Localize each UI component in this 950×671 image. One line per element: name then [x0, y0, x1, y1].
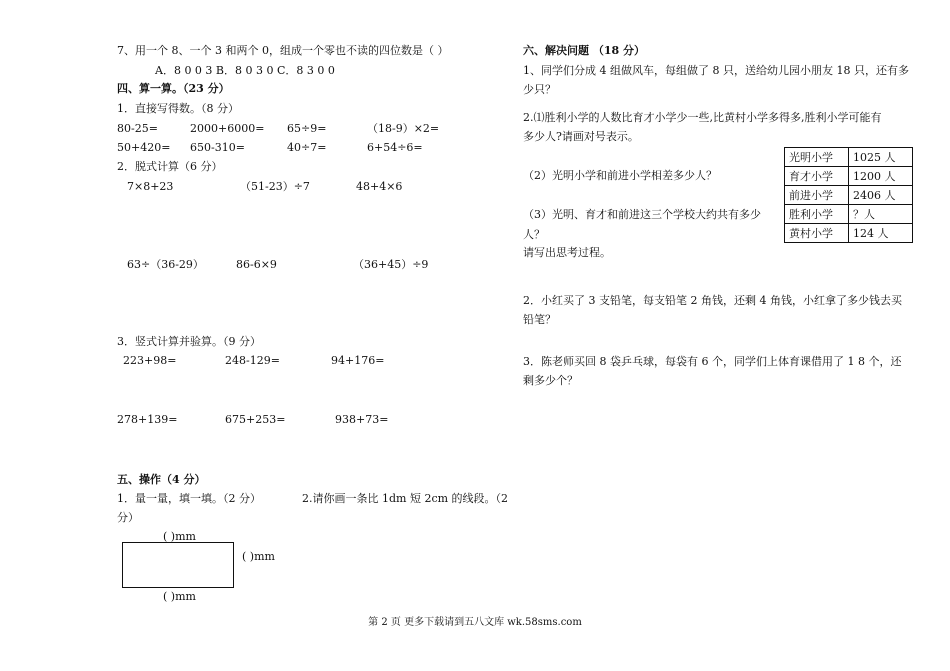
measure-rectangle: [122, 542, 234, 588]
vertical-calc: 278+139=: [117, 413, 178, 426]
measure-bottom-blank: ( )mm: [163, 590, 196, 603]
operation-2-line1: 2.请你画一条比 1dm 短 2cm 的线段。（2: [302, 492, 509, 505]
step-calc: 86-6×9: [236, 258, 277, 271]
direct-calc: 50+420=: [117, 141, 171, 154]
problem-2-q2: （2）光明小学和前进小学相差多少人？: [523, 169, 717, 182]
direct-calc: （18-9）×2=: [367, 122, 440, 135]
school-name: 黄村小学: [785, 224, 849, 243]
section-6-title: 六、解决问题 （18 分）: [523, 44, 645, 57]
problem-4-line2: 剩多少个？: [523, 374, 578, 387]
table-row: [785, 186, 913, 205]
section-4-title: 四、算一算。（23 分）: [117, 82, 230, 95]
q7-options: A．8 0 0 3 B．8 0 3 0 C．8 3 0 0: [155, 64, 335, 77]
school-count: 2406 人: [849, 186, 913, 205]
school-count: 1200 人: [849, 167, 913, 186]
school-name: 育才小学: [785, 167, 849, 186]
step-calc: 63÷（36-29）: [127, 258, 204, 271]
page-footer: 第 2 页 更多下载请到五八文库 wk.58sms.com: [368, 617, 582, 628]
problem-1-line2: 少只？: [523, 83, 556, 96]
direct-calc: 65÷9=: [287, 122, 327, 135]
direct-calc: 2000+6000=: [190, 122, 265, 135]
sub2-title: 2．脱式计算（6 分）: [117, 160, 223, 173]
step-calc: （36+45）÷9: [353, 258, 429, 271]
table-row: [785, 167, 913, 186]
school-count: 1025 人: [849, 148, 913, 167]
school-name: 胜利小学: [785, 205, 849, 224]
sub1-title: 1．直接写得数。（8 分）: [117, 102, 239, 115]
direct-calc: 80-25=: [117, 122, 158, 135]
problem-3-line2: 铅笔？: [523, 313, 556, 326]
measure-right-blank: ( )mm: [242, 550, 275, 563]
problem-2-q3-line3: 请写出思考过程。: [523, 246, 611, 259]
vertical-calc: 94+176=: [331, 354, 385, 367]
direct-calc: 40÷7=: [287, 141, 327, 154]
operation-1: 1．量一量，填一填。（2 分）: [117, 492, 261, 505]
problem-2-q3-line2: 人？: [523, 228, 545, 241]
problem-2-q3-line1: （3）光明、育才和前进这三个学校大约共有多少: [523, 208, 761, 221]
problem-4-line1: 3．陈老师买回 8 袋乒乓球，每袋有 6 个，同学们上体育课借用了 1 8 个，还: [523, 355, 902, 368]
measure-top-blank: ( )mm: [163, 530, 196, 543]
school-population-table: [784, 147, 913, 243]
school-count: ？人: [849, 205, 913, 224]
vertical-calc: 223+98=: [123, 354, 177, 367]
table-row: [785, 205, 913, 224]
operation-2-line2: 分）: [117, 511, 139, 524]
step-calc: 7×8+23: [127, 180, 174, 193]
vertical-calc: 248-129=: [225, 354, 280, 367]
vertical-calc: 675+253=: [225, 413, 286, 426]
vertical-calc: 938+73=: [335, 413, 389, 426]
school-name: 前进小学: [785, 186, 849, 205]
problem-2-line2: 多少人?请画对号表示。: [523, 130, 639, 143]
direct-calc: 650-310=: [190, 141, 245, 154]
problem-3-line1: 2．小红买了 3 支铅笔，每支铅笔 2 角钱，还剩 4 角钱，小红拿了多少钱去买: [523, 294, 902, 307]
school-name: 光明小学: [785, 148, 849, 167]
problem-1-line1: 1、同学们分成 4 组做风车，每组做了 8 只，送给幼儿园小朋友 18 只，还有多: [523, 64, 909, 77]
q7-stem: 7、用一个 8、一个 3 和两个 0，组成一个零也不读的四位数是（ ）: [117, 44, 449, 57]
step-calc: （51-23）÷7: [240, 180, 310, 193]
table-row: [785, 148, 913, 167]
step-calc: 48+4×6: [356, 180, 403, 193]
school-count: 124 人: [849, 224, 913, 243]
sub3-title: 3．竖式计算并验算。（9 分）: [117, 335, 261, 348]
direct-calc: 6+54÷6=: [367, 141, 423, 154]
section-5-title: 五、操作（4 分）: [117, 473, 206, 486]
problem-2-line1: 2.⑴胜利小学的人数比育才小学少一些,比黄村小学多得多,胜利小学可能有: [523, 111, 882, 124]
table-row: [785, 224, 913, 243]
